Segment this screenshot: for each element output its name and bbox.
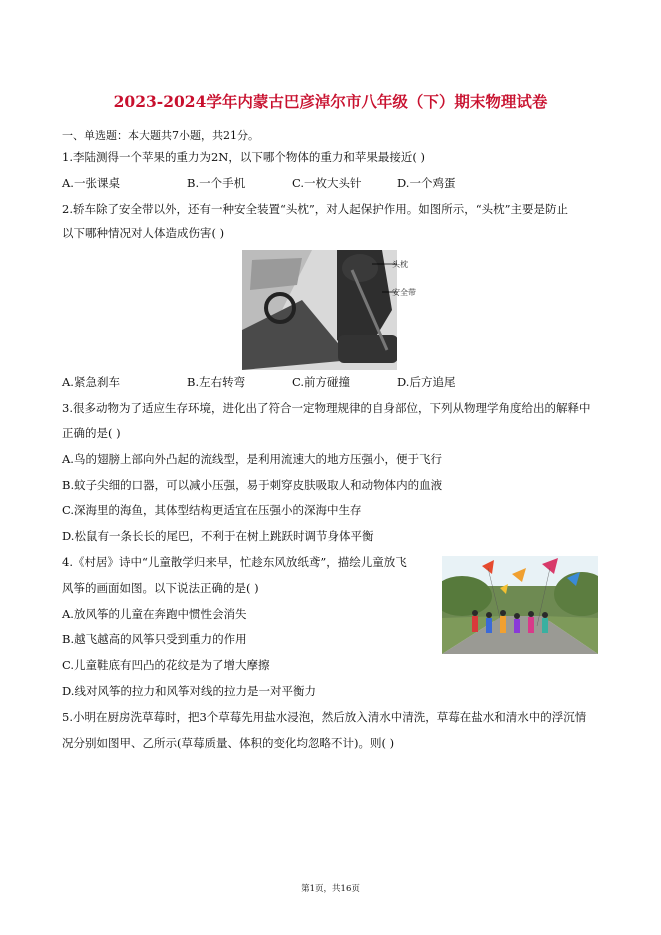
question-1-option-d: D.一个鸡蛋 [397, 176, 456, 190]
question-3-option-a: A.鸟的翅膀上部向外凸起的流线型，是利用流速大的地方压强小，便于飞行 [62, 452, 442, 466]
question-1-option-b: B.一个手机 [187, 176, 246, 190]
question-1-line-1: 1.李陆测得一个苹果的重力为2N，以下哪个物体的重力和苹果最接近( ) [62, 150, 425, 164]
question-3-option-d: D.松鼠有一条长长的尾巴，不利于在树上跳跃时调节身体平衡 [62, 529, 374, 543]
question-5-line-2: 况分别如图甲、乙所示(草莓质量、体积的变化均忽略不计)。则( ) [62, 736, 395, 750]
question-4-line-1: 4.《村居》诗中“儿童散学归来早，忙趁东风放纸鸢”，描绘儿童放飞 [62, 555, 407, 569]
question-4-line-2: 风筝的画面如图。以下说法正确的是( ) [62, 581, 259, 595]
question-2-line-2: 以下哪种情况对人体造成伤害( ) [62, 226, 225, 240]
question-3-line-2: 正确的是( ) [62, 426, 121, 440]
page-title: 2023-2024学年内蒙古巴彦淖尔市八年级（下）期末物理试卷 [113, 92, 548, 111]
question-4-option-d: D.线对风筝的拉力和风筝对线的拉力是一对平衡力 [62, 684, 316, 698]
question-3-option-c: C.深海里的海鱼，其体型结构更适宜在压强小的深海中生存 [62, 503, 362, 517]
page-footer: 第1页，共16页 [301, 884, 360, 894]
question-2-option-d: D.后方追尾 [397, 375, 456, 389]
question-4-option-b: B.越飞越高的风筝只受到重力的作用 [62, 632, 247, 646]
question-1-option-c: C.一枚大头针 [292, 176, 362, 190]
question-2-option-c: C.前方碰撞 [292, 375, 351, 389]
question-4-option-a: A.放风筝的儿童在奔跑中惯性会消失 [62, 607, 247, 621]
kite-children-image [442, 556, 598, 654]
question-3-option-b: B.蚊子尖细的口器，可以减小压强，易于刺穿皮肤吸取人和动物体内的血液 [62, 478, 443, 492]
question-3-line-1: 3.很多动物为了适应生存环境，进化出了符合一定物理规律的自身部位，下列从物理学角度给出的解释中 [62, 401, 591, 415]
question-5-line-1: 5.小明在厨房洗草莓时，把3个草莓先用盐水浸泡，然后放入清水中清洗，草莓在盐水和清水中的浮沉情 [62, 710, 587, 724]
seatbelt-label: 安全带 [392, 288, 416, 297]
question-4-option-c: C.儿童鞋底有凹凸的花纹是为了增大摩擦 [62, 658, 270, 672]
section-header: 一、单选题：本大题共7小题，共21分。 [62, 129, 259, 142]
kite-children-figure [442, 556, 598, 654]
question-2-line-1: 2.轿车除了安全带以外，还有一种安全装置“头枕”，对人起保护作用。如图所示，“头枕”主要是防止 [62, 202, 568, 216]
question-2-option-b: B.左右转弯 [187, 375, 246, 389]
question-1-option-a: A.一张课桌 [62, 176, 120, 190]
headrest-label: 头枕 [392, 260, 408, 269]
question-2-option-a: A.紧急刹车 [62, 375, 120, 389]
car-seat-figure [242, 250, 420, 370]
